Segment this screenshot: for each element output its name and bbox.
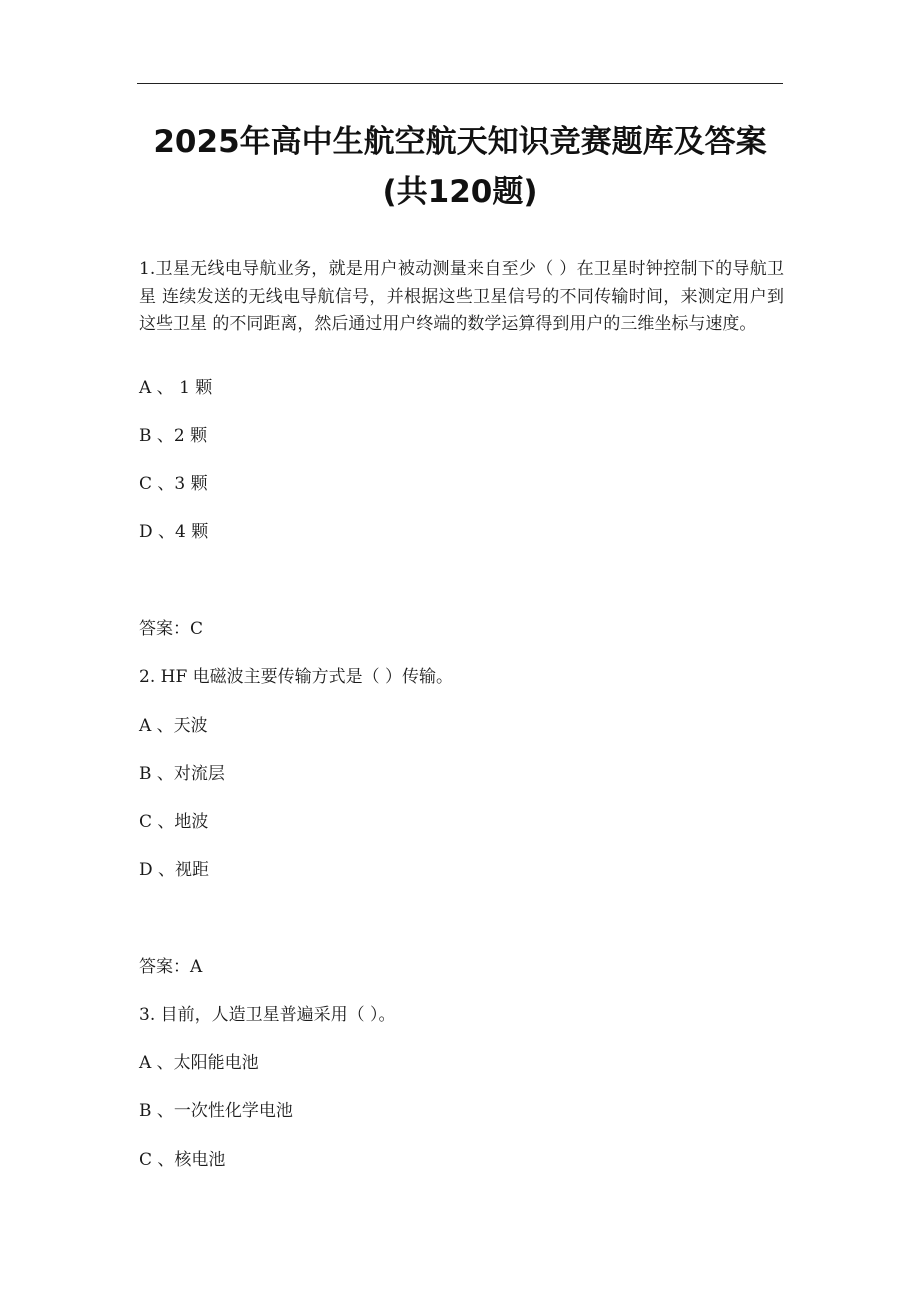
option-c: C 、核电池 <box>139 1150 226 1170</box>
option-c: C 、3 颗 <box>139 474 208 494</box>
option-a: A 、 1 颗 <box>139 378 213 398</box>
question-stem: 3. 目前，人造卫星普遍采用（ ）。 <box>139 1005 396 1025</box>
option-b: B 、一次性化学电池 <box>139 1101 293 1121</box>
option-d: D 、4 颗 <box>139 522 209 542</box>
option-b: B 、2 颗 <box>139 426 208 446</box>
document-title: 2025年高中生航空航天知识竞赛题库及答案 <box>153 124 767 160</box>
answer: 答案：A <box>139 957 203 977</box>
option-a: A 、天波 <box>139 716 208 736</box>
option-c: C 、地波 <box>139 812 209 832</box>
option-b: B 、对流层 <box>139 764 225 784</box>
question-stem: 1.卫星无线电导航业务，就是用户被动测量来自至少（ ）在卫星时钟控制下的导航卫星 连续发送的无线电导航信号，并根据这些卫星信号的不同传输时间，来测定用户到这些卫星 的不同距离，然后通过用户终端的数学运算得到用户的三维坐标与速度。 <box>139 259 784 334</box>
header-rule <box>137 83 783 84</box>
document-subtitle: (共120题) <box>382 174 538 210</box>
option-d: D 、视距 <box>139 860 210 880</box>
option-a: A 、太阳能电池 <box>139 1053 259 1073</box>
answer: 答案：C <box>139 619 204 639</box>
question-stem: 2. HF 电磁波主要传输方式是（ ）传输。 <box>139 667 454 687</box>
